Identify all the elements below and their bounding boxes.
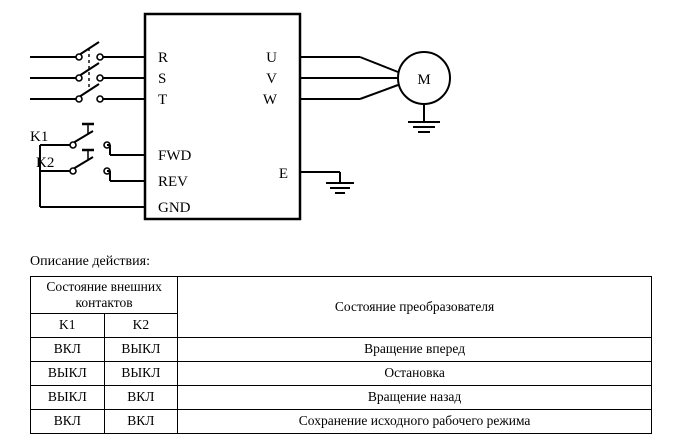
table-row (31, 338, 652, 362)
output-power-lines (300, 57, 398, 99)
cell-k1: ВКЛ (31, 338, 105, 362)
header-k1: K1 (31, 314, 105, 338)
cell-state: Остановка (178, 362, 652, 386)
inverter-earth (300, 172, 354, 193)
cell-k1: ВЫКЛ (31, 386, 105, 410)
table-row (31, 362, 652, 386)
terminal-label-w: W (262, 92, 277, 108)
switch-label-k2: K2 (36, 155, 55, 171)
terminal-label-s: S (158, 71, 167, 87)
description-title: Описание действия: (30, 254, 150, 269)
terminal-label-e: E (278, 166, 288, 182)
header-k2: K2 (104, 314, 178, 338)
cell-state: Сохранение исходного рабочего режима (178, 410, 652, 434)
cell-k2: ВКЛ (104, 386, 178, 410)
operation-state-table (30, 276, 652, 434)
header-converter-state: Состояние преобразователя (178, 277, 652, 338)
terminal-label-gnd: GND (158, 200, 191, 216)
table-row (31, 386, 652, 410)
cell-k2: ВЫКЛ (104, 362, 178, 386)
control-switch-output-lines (107, 145, 110, 181)
cell-k1: ВЫКЛ (31, 362, 105, 386)
table-header-row (31, 277, 652, 314)
terminal-label-u: U (266, 50, 277, 66)
switch-label-k1: K1 (30, 129, 49, 145)
terminal-label-t: T (158, 92, 168, 108)
terminal-label-fwd: FWD (158, 148, 192, 164)
motor-label: M (417, 72, 431, 88)
input-power-lines (30, 42, 145, 99)
terminal-label-rev: REV (158, 174, 188, 190)
terminal-label-r: R (158, 50, 169, 66)
cell-state: Вращение вперед (178, 338, 652, 362)
header-contacts-group: Состояние внешних контактов (31, 277, 178, 314)
terminal-label-v: V (266, 71, 277, 87)
table-row (31, 410, 652, 434)
motor-ground (408, 104, 440, 132)
cell-k1: ВКЛ (31, 410, 105, 434)
cell-k2: ВКЛ (104, 410, 178, 434)
cell-state: Вращение назад (178, 386, 652, 410)
control-wiring (40, 124, 145, 207)
cell-k2: ВЫКЛ (104, 338, 178, 362)
